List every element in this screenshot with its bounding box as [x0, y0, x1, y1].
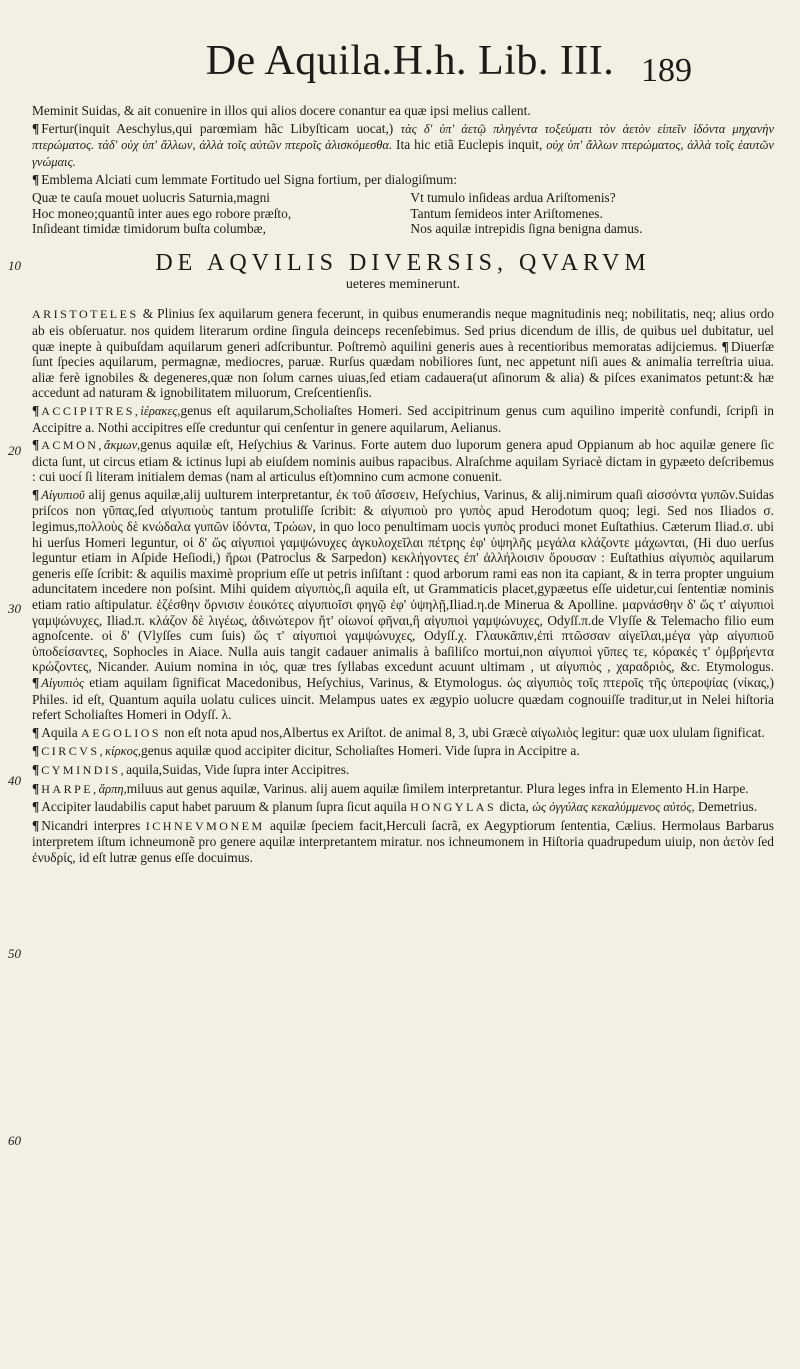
- margin-line-number: 50: [8, 946, 21, 961]
- margin-line-number: 10: [8, 258, 21, 273]
- verse-line: Hoc moneo;quantũ inter aues ego robore præſto,: [32, 205, 292, 221]
- paragraph: [32, 103, 774, 119]
- pilcrow-icon: ¶: [32, 402, 40, 418]
- paragraph: [32, 306, 774, 401]
- pilcrow-icon: ¶: [32, 486, 40, 502]
- margin-line-number: 20: [8, 443, 21, 458]
- paragraph: [32, 487, 774, 723]
- pilcrow-icon: ¶: [32, 780, 40, 796]
- verse-row: [32, 206, 774, 222]
- pilcrow-icon: ¶: [32, 675, 40, 690]
- paragraph-text: genus aquilæ eſt, Heſychius & Varinus. Forte autem duo luporum genera apud Oppianum ab hoc aquilæ genere ſic dicta ſunt, ut circus etiam & ictinus lupi ab eiuſdem nominis auibus rapacibus. Alraſchme aquilam Syriacè dictam in gypæeto deſcribemus : cui uocí ſi literam initialem demas (nam al articulus eſt)omnino cum acmone conuenit.: [32, 437, 774, 485]
- paragraph-text: genus aquilæ quod accipiter dicitur, Scholiaſtes Homeri. Vide ſupra in Accipitre a.: [141, 743, 580, 759]
- margin-line-number: 60: [8, 1133, 21, 1148]
- greek-text: ἱέρακες,: [140, 403, 181, 418]
- paragraph-text: Ita hic etiã Euclepis inquit,: [396, 137, 543, 153]
- verse-block: [32, 190, 774, 237]
- greek-text: τὰς δ' ὑπ' ἀετῷ πληγέντα τοξεύματι τὸν ἀετὸν εἰπεῖν ἰδόντα μηχανὴν πτερώματος. τάδ' οὐχ ὑπ' ἄλλων, ἀλλὰ τοῖς αὐτῶν πτεροῖς ἁλισκόμεσθα.: [32, 121, 774, 153]
- lemma: ARISTOTELES: [32, 307, 139, 322]
- paragraph-text: miluus aut genus aquilæ, Varinus. alij auem aquilæ ſimilem interpretantur. Plura leges infra in Elemento H.in Harpe.: [126, 780, 749, 796]
- pilcrow-icon: ¶: [32, 724, 40, 740]
- lemma: ACMON,: [41, 438, 104, 453]
- lemma: AEGOLIOS: [81, 725, 162, 740]
- page-number: 189: [641, 52, 692, 89]
- paragraph-text: Demetrius.: [697, 799, 758, 815]
- paragraph-text: Meminit Suidas, & ait conuenire in illos qui alios docere conantur ea quæ ipsi melius callent.: [32, 103, 531, 118]
- verse-line: Tantum ſemideos inter Ariſtomenes.: [410, 205, 603, 221]
- verse-line: Inſideant timidæ timidorum buſta columbæ,: [32, 221, 266, 237]
- paragraph: [32, 762, 774, 779]
- greek-text: οὐχ ὑπ' ἄλλων πτερώματος, ἀλλὰ τοῖς ἑαυτῶν γνώμαις.: [32, 138, 774, 169]
- paragraph-text: Fertur(inquit Aeschylus,qui parœmiam hãc Libyſticam uocat,): [41, 120, 394, 136]
- greek-text: ἅρπη,: [98, 781, 127, 796]
- paragraph-text: etiam aquilam ſignificat Macedonibus, Heſychius, Varinus, & Etymologus. ὡς αἰγυπιὸς τοῖς πτεροῖς τῆς ὑπεροψίας (νίκας,) Philes. id eſt, Quantum aquila uolatu culices uincit. Melampus uates ex ægypio uolucre quædam cognouiſſe traditur,ut in Nelei hiſtoria refert Scholiaſtes Homeri in Odyſſ. λ.: [32, 675, 774, 723]
- lemma: CIRCVS,: [41, 744, 106, 759]
- lemma: HARPE,: [41, 781, 99, 796]
- body-text: [32, 103, 774, 868]
- paragraph-text: Diuerſæ ſunt ſpecies aquilarum, permagnæ, mediocres, paruæ. Rurſus quædam nobiliores ſunt, nec appetunt niſi aues & animalia terreſtria uiua. aliæ ferè ignobiles & degeneres,quæ non ſolum carnes uiuas,ſed etiam cadauera(ut aſinorum & alia) & piſces exanimatos petunt:& hæ accedunt ad naturam & ignobilitatem miluorum, Creſcentienſis.: [32, 338, 774, 401]
- pilcrow-icon: ¶: [32, 437, 40, 453]
- lemma: ACCIPITRES,: [41, 403, 141, 418]
- pilcrow-icon: ¶: [32, 799, 40, 815]
- greek-text: Αἰγυπιοῦ: [41, 487, 85, 502]
- paragraph: [32, 121, 774, 171]
- paragraph: [32, 781, 774, 798]
- running-head: De Aquila.H.h. Lib. III.: [205, 38, 615, 84]
- paragraph: [32, 725, 774, 742]
- paragraph: [32, 818, 774, 866]
- greek-text: ὡς ὀγγύλας κεκαλύμμενος αὐτός,: [532, 800, 695, 815]
- paragraph-text: aquila,Suidas, Vide ſupra inter Accipitres.: [126, 761, 350, 777]
- paragraph-text: Aquila: [41, 724, 78, 740]
- pilcrow-icon: ¶: [32, 172, 40, 188]
- paragraph-text: alij genus aquilæ,alij uulturem interpretantur, ἐκ τοῦ ἀΐσσειν, Heſychius, Varinus, & alij.nimirum quaſi αἰσσόντα γυπῶν.Suidas priſcos non γῦπας,ſed αἰγυπιοὺς tantum protuliſſe ſcribit: & αἰγυπιοὺ pro γυπὸς apud Herodotum quoq; legi. Sed nos Iliados σ. legimus,πολλοὺς δὲ κνώδαλα γυπῶν ἰδόντα, Τρώων, in quo loco penultimam uocis γυπὸς produci monet Euſtathius. Cæterum Iliad.σ. ubi hi uerſus Homeri leguntur, οἱ δ' ὥς αἰγυπιοὶ γαμψώνυχες ἀγκυλοχεῖλαι πέτρης ἐφ' ὑψηλῆς μεγάλα κλάζοντε μάχωνται, (Hi duo uerſus leguntur etiam in Aſpide Heſiodi,) ἥρωι (Patroclus & Sarpedon) κεκλήγοντες ἐπ' ἀλλήλοισιν ὄρουσαν : Euſtathius αἰγυπιὸς aquilarum generis eſſe ſcribit: & aquilis maximè proprium eſſe ut petris inſiſtant : quod arborum rami eas non ita capiant, & in terra propter unguium aduncitatem incedere non poſsint. Mihi quidem αἰγυπιὸς,ſi aquila eſt, ut Grammaticis placet,gypæetus eſſe uidetur,cui ſententiæ nominis etiam ratio aſtipulatur. ἑζέσθην ὄρνισιν ἐοικότες αἰγυπιοῖσι φηγῷ ἐφ' ὑψηλῇ,Iliad.η.de Minerua & Apolline. μαρνάσθην δ' ὥς τ' αἰγυπιοὶ γαμψώνυχες, Iliad.π. κλάζον δὲ λιγέως, ἀδινώτερον ἤτ' οἰωνοί φῆναι,ἢ αἰγυπιοὶ γαμψώνυχες, Odyſſ.π.de Vlyſſe & Telemacho filio eum agnoſcente. οἱ δ' (Vlyſſes cum ſuis) ὥς τ' αἰγυπιοὶ γαμψώνυχες, Odyſſ.χ. Γλαυκᾶπιν,ἐπὶ πτῶσσαν αἰγεῖλαι,μέγα γὰρ αἰγυπιοῦ ὑποδείσαντες, Sophocles in Aiace. Nulla auis tangit cadauer animalis à baſiliſco mortui,non αἰγυπιοὶ γῦπες τε, κόρακές τ' ὀμβρήεντα κρώζοντες, Nicander. Auium nomina in ιός, quæ tres ſyllabas excedunt acuunt ultimam , ut αἰγυπιὸς , χαραδριὸς, &c. Etymologus.: [32, 486, 774, 675]
- lemma: HONGYLAS: [410, 800, 497, 815]
- paragraph-text: Nicandri interpres: [41, 817, 141, 833]
- verse-line: Nos aquilæ intrepidis ſigna benigna damus.: [410, 221, 643, 237]
- section-subheading: ueteres meminerunt.: [345, 276, 461, 292]
- paragraph-text: non eſt nota apud nos,Albertus ex Ariſtot. de animal 8, 3, ubi Græcè αἰγωλιὸς legitur: quæ uox ululam ſignificat.: [164, 724, 765, 740]
- margin-line-number: 40: [8, 773, 21, 788]
- paragraph: [32, 403, 774, 435]
- paragraph: [32, 172, 774, 188]
- greek-text: Αἰγυπιὸς: [41, 676, 85, 690]
- verse-row: [32, 221, 774, 237]
- paragraph: [32, 799, 774, 816]
- paragraph-text: Accipiter laudabilis caput habet paruum & planum ſupra ſicut aquila: [41, 799, 407, 815]
- paragraph-text: Emblema Alciati cum lemmate Fortitudo uel Signa fortium, per dialogiſmum:: [41, 172, 458, 188]
- lemma: ICHNEVMONEM: [145, 818, 265, 833]
- section-heading: DE AQVILIS DIVERSIS, QVARVM: [155, 249, 651, 276]
- paragraph-text: & Plinius ſex aquilarum genera fecerunt, in quibus enumerandis neque magnitudinis neq; nobilitatis, neq; alius ordo ab eis obſeruatur. nos quidem literarum ordine ſingula deinceps recenſebimus. Sed prius dicendum de illis, de quibus uel dubitatur, uel quæ inepte à quibuſdam aquilarum generi adſcribuntur. Poſtremò aquilini generis aues à recentioribus memoratas adijciemus.: [32, 306, 774, 354]
- pilcrow-icon: ¶: [32, 743, 40, 759]
- verse-row: [32, 190, 774, 206]
- paragraph-text: dicta,: [499, 799, 529, 815]
- pilcrow-icon: ¶: [721, 338, 729, 354]
- margin-line-number: 30: [8, 601, 21, 616]
- paragraph-text: aquilæ ſpeciem facit,Herculi ſacrã, ex Aegyptiorum ſententia, Cælius. Hermolaus Barbarus interpretem iſtum ichneumonẽ pro genere aquilæ interpretantem miratur. nos ichneumonem in Hiſtoria quadrupedum uiuip, non ἀετὸν ſed ἐνυδρίς, id eſt lutræ genus eſſe docuimus.: [32, 817, 774, 865]
- greek-text: κίρκος,: [105, 744, 142, 759]
- paragraph-text: genus eſt aquilarum,Scholiaſtes Homeri. Sed accipitrinum genus cum aquilino imperitè confundi, ſcripſi in Accipitre a. Nothi accipitres eſſe creduntur qui cenſentur in genere aquilarum, Aelianus.: [32, 402, 774, 435]
- verse-line: Vt tumulo inſideas ardua Ariſtomenis?: [410, 189, 616, 205]
- verse-line: Quæ te cauſa mouet uolucris Saturnia,magni: [32, 189, 270, 205]
- greek-text: ἄκμων,: [103, 438, 141, 453]
- paragraph: [32, 743, 774, 760]
- pilcrow-icon: ¶: [32, 120, 40, 136]
- pilcrow-icon: ¶: [32, 817, 40, 833]
- paragraph: [32, 437, 774, 485]
- lemma: CYMINDIS,: [41, 762, 127, 777]
- pilcrow-icon: ¶: [32, 761, 40, 777]
